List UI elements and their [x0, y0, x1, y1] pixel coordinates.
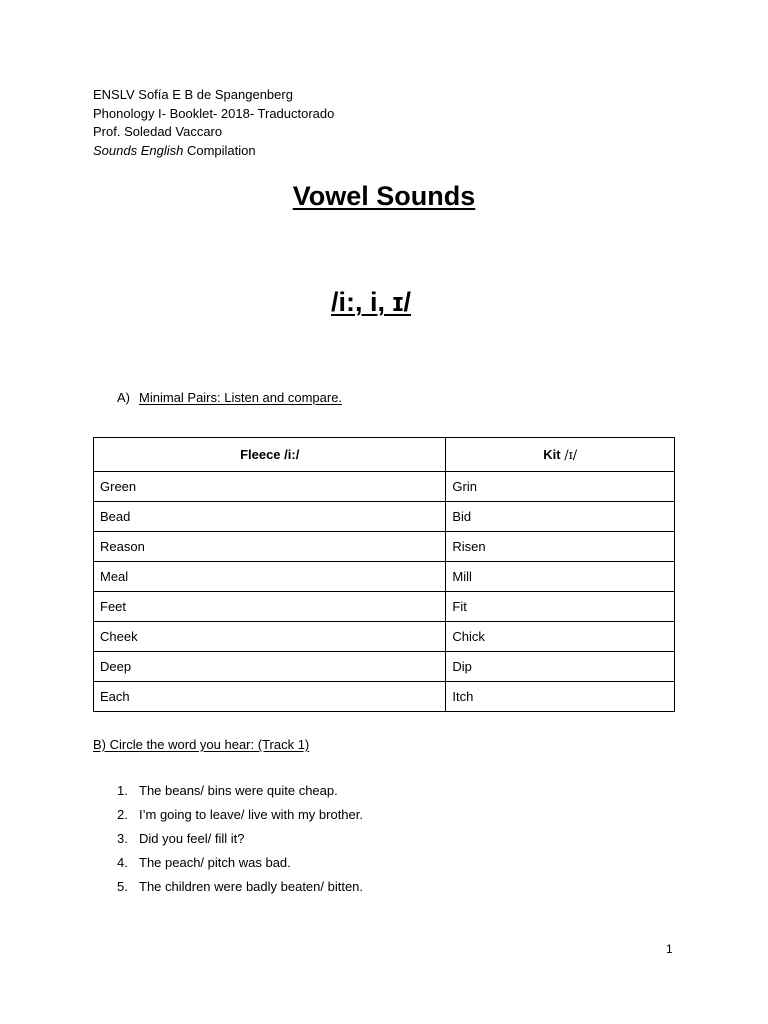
column-header-kit-ipa: /ɪ/ [564, 447, 578, 463]
table-row [94, 682, 675, 712]
section-a-label: A) [117, 390, 130, 405]
kit-word: Itch [446, 682, 675, 712]
list-item-number: 2. [117, 807, 128, 822]
list-item [117, 806, 363, 830]
fleece-word: Green [94, 472, 446, 502]
fleece-word: Meal [94, 562, 446, 592]
list-item [117, 830, 363, 854]
list-item-number: 5. [117, 879, 128, 894]
document-header [93, 86, 334, 160]
table-row [94, 472, 675, 502]
phonetic-heading: /i:, i, ɪ/ [331, 287, 411, 317]
list-item-text: The beans/ bins were quite cheap. [139, 783, 338, 798]
header-institution: ENSLV Sofía E B de Spangenberg [93, 87, 293, 102]
fleece-word: Each [94, 682, 446, 712]
table-header-row [94, 438, 675, 472]
sentence-list [117, 782, 363, 902]
table-row [94, 622, 675, 652]
fleece-word: Reason [94, 532, 446, 562]
list-item-text: Did you feel/ fill it? [139, 831, 245, 846]
section-b-heading [93, 736, 309, 754]
section-a-text: Minimal Pairs: Listen and compare. [139, 390, 343, 405]
list-item-number: 1. [117, 783, 128, 798]
table-row [94, 502, 675, 532]
minimal-pairs-table [93, 437, 675, 712]
section-a-heading [117, 389, 342, 407]
kit-word: Risen [446, 532, 675, 562]
header-professor: Prof. Soledad Vaccaro [93, 124, 223, 139]
header-course: Phonology I- Booklet- 2018- Traductorado [93, 105, 335, 121]
page-number: 1 [666, 942, 673, 956]
list-item-text: The peach/ pitch was bad. [139, 855, 291, 870]
fleece-word: Feet [94, 592, 446, 622]
header-source-italic: Sounds English [93, 142, 184, 158]
kit-word: Dip [446, 652, 675, 682]
table-row [94, 592, 675, 622]
fleece-word: Cheek [94, 622, 446, 652]
kit-word: Fit [446, 592, 675, 622]
header-source [93, 142, 334, 161]
list-item-text: I’m going to leave/ live with my brother. [139, 807, 363, 822]
fleece-word: Bead [94, 502, 446, 532]
header-source-rest: Compilation [183, 142, 256, 158]
fleece-word: Deep [94, 652, 446, 682]
list-item-number: 3. [117, 831, 128, 846]
kit-word: Bid [446, 502, 675, 532]
list-item [117, 782, 363, 806]
table-row [94, 652, 675, 682]
column-header-kit [446, 438, 675, 472]
list-item [117, 878, 363, 902]
list-item-number: 4. [117, 855, 128, 870]
list-item [117, 854, 363, 878]
kit-word: Chick [446, 622, 675, 652]
column-header-kit-word: Kit [543, 446, 565, 462]
kit-word: Grin [446, 472, 675, 502]
column-header-fleece: Fleece /i:/ [94, 438, 446, 472]
kit-word: Mill [446, 562, 675, 592]
page-title: Vowel Sounds [292, 181, 476, 211]
table-row [94, 562, 675, 592]
section-b-text: B) Circle the word you hear: (Track 1) [93, 737, 310, 752]
table-row [94, 532, 675, 562]
list-item-text: The children were badly beaten/ bitten. [139, 879, 364, 894]
